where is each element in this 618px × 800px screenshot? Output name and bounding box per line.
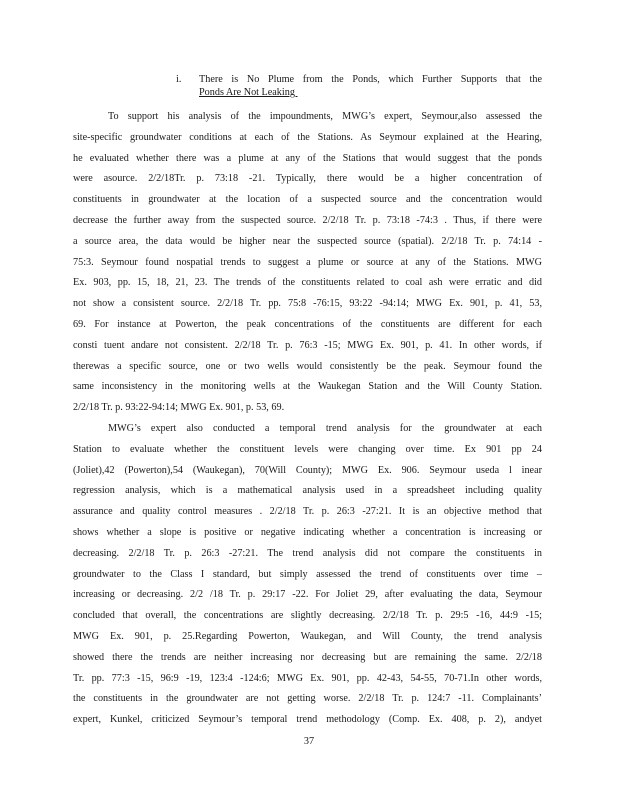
heading-number: i. bbox=[176, 74, 182, 85]
text-line: consti tuent andare not consistent. 2/2/18 Tr. p. 76:3 -15; MWG Ex. 901, p. 41. In other words, if bbox=[73, 339, 542, 351]
text-line: regression analysis, which is a mathematical analysis used in a spreadsheet including quality bbox=[73, 485, 542, 497]
text-line: To support his analysis of the impoundments, MWG’s expert, Seymour,also assessed the bbox=[108, 111, 542, 122]
text-line: he evaluated whether there was a plume at any of the Stations that would suggest that the ponds bbox=[73, 152, 542, 164]
text-line: 2/2/18 Tr. p. 93:22-94:14; MWG Ex. 901, p. 53, 69. bbox=[73, 402, 285, 414]
text-line: showed there the trends are neither increasing nor decreasing but are remaining the same. 2/2/18 bbox=[73, 651, 542, 663]
text-line: therewas a specific source, one or two wells would consistently be the peak. Seymour found the bbox=[73, 360, 542, 372]
text-line: a source area, the data would be higher near the suspected source (spatial). 2/2/18 Tr. p. 74:14 - bbox=[73, 235, 542, 247]
text-line: Station to evaluate whether the constituent levels were changing over time. Ex 901 pp 24 bbox=[73, 443, 542, 455]
text-line: decreasing. 2/2/18 Tr. p. 26:3 -27:21. The trend analysis did not compare the constituents in bbox=[73, 547, 542, 559]
text-line: constituents in groundwater at the location of a suspected source and the concentration would bbox=[73, 194, 542, 206]
heading-line-1: There is No Plume from the Ponds, which Further Supports that the bbox=[199, 74, 542, 85]
text-line: MWG Ex. 901, p. 25.Regarding Powerton, Waukegan, and Will County, the trend analysis bbox=[73, 630, 542, 642]
text-line: MWG’s expert also conducted a temporal trend analysis for the groundwater at each bbox=[108, 422, 542, 434]
text-line: the constituents in the groundwater are not getting worse. 2/2/18 Tr. p. 124:7 -11. Complainants’ bbox=[73, 693, 542, 705]
text-line: shows whether a slope is positive or negative indicating whether a concentration is increasing or bbox=[73, 526, 542, 538]
text-line: 69. For instance at Powerton, the peak concentrations of the constituents are different for each bbox=[73, 318, 542, 330]
text-line: Ex. 903, pp. 15, 18, 21, 23. The trends of the constituents related to coal ash were erratic and did bbox=[73, 277, 542, 289]
text-line: site-specific groundwater conditions at each of the Stations. As Seymour explained at the Hearing, bbox=[73, 131, 542, 143]
text-line: (Joliet),42 (Powerton),54 (Waukegan), 70(Will County); MWG Ex. 906. Seymour useda l inear bbox=[73, 464, 542, 476]
text-line: same inconsistency in the monitoring wells at the Waukegan Station and the Will County Station. bbox=[73, 381, 542, 393]
text-line: groundwater to the Class I standard, but simply assessed the trend of constituents over time – bbox=[73, 568, 542, 580]
heading-line-2: Ponds Are Not Leaking bbox=[199, 87, 298, 98]
text-line: decrease the further away from the suspected source. 2/2/18 Tr. p. 73:18 -74:3 . Thus, if there were bbox=[73, 214, 542, 226]
text-line: not show a consistent source. 2/2/18 Tr. pp. 75:8 -76:15, 93:22 -94:14; MWG Ex. 901, p. 41, 53, bbox=[73, 298, 542, 310]
text-line: were asource. 2/2/18Tr. p. 73:18 -21. Typically, there would be a higher concentration of bbox=[73, 173, 542, 185]
page-number: 37 bbox=[303, 736, 315, 747]
text-line: increasing or decreasing. 2/2 /18 Tr. p. 29:17 -22. For Joliet 29, after evaluating the data, Seymour bbox=[73, 589, 542, 601]
body-text bbox=[73, 107, 542, 731]
text-line: concluded that overall, the concentrations are slightly decreasing. 2/2/18 Tr. p. 29:5 -16, 44:9 -15; bbox=[73, 610, 542, 622]
text-line: Tr. pp. 77:3 -15, 96:9 -19, 123:4 -124:6; MWG Ex. 901, pp. 42-43, 54-55, 70-71.In other words, bbox=[73, 672, 542, 684]
text-line: 75:3. Seymour found nospatial trends to suggest a plume or source at any of the Stations. MWG bbox=[73, 256, 542, 268]
text-line: assurance and quality control measures . 2/2/18 Tr. p. 26:3 -27:21. It is an objective method that bbox=[73, 506, 542, 518]
text-line: expert, Kunkel, criticized Seymour’s temporal trend methodology (Comp. Ex. 408, p. 2), andyet bbox=[73, 714, 542, 726]
